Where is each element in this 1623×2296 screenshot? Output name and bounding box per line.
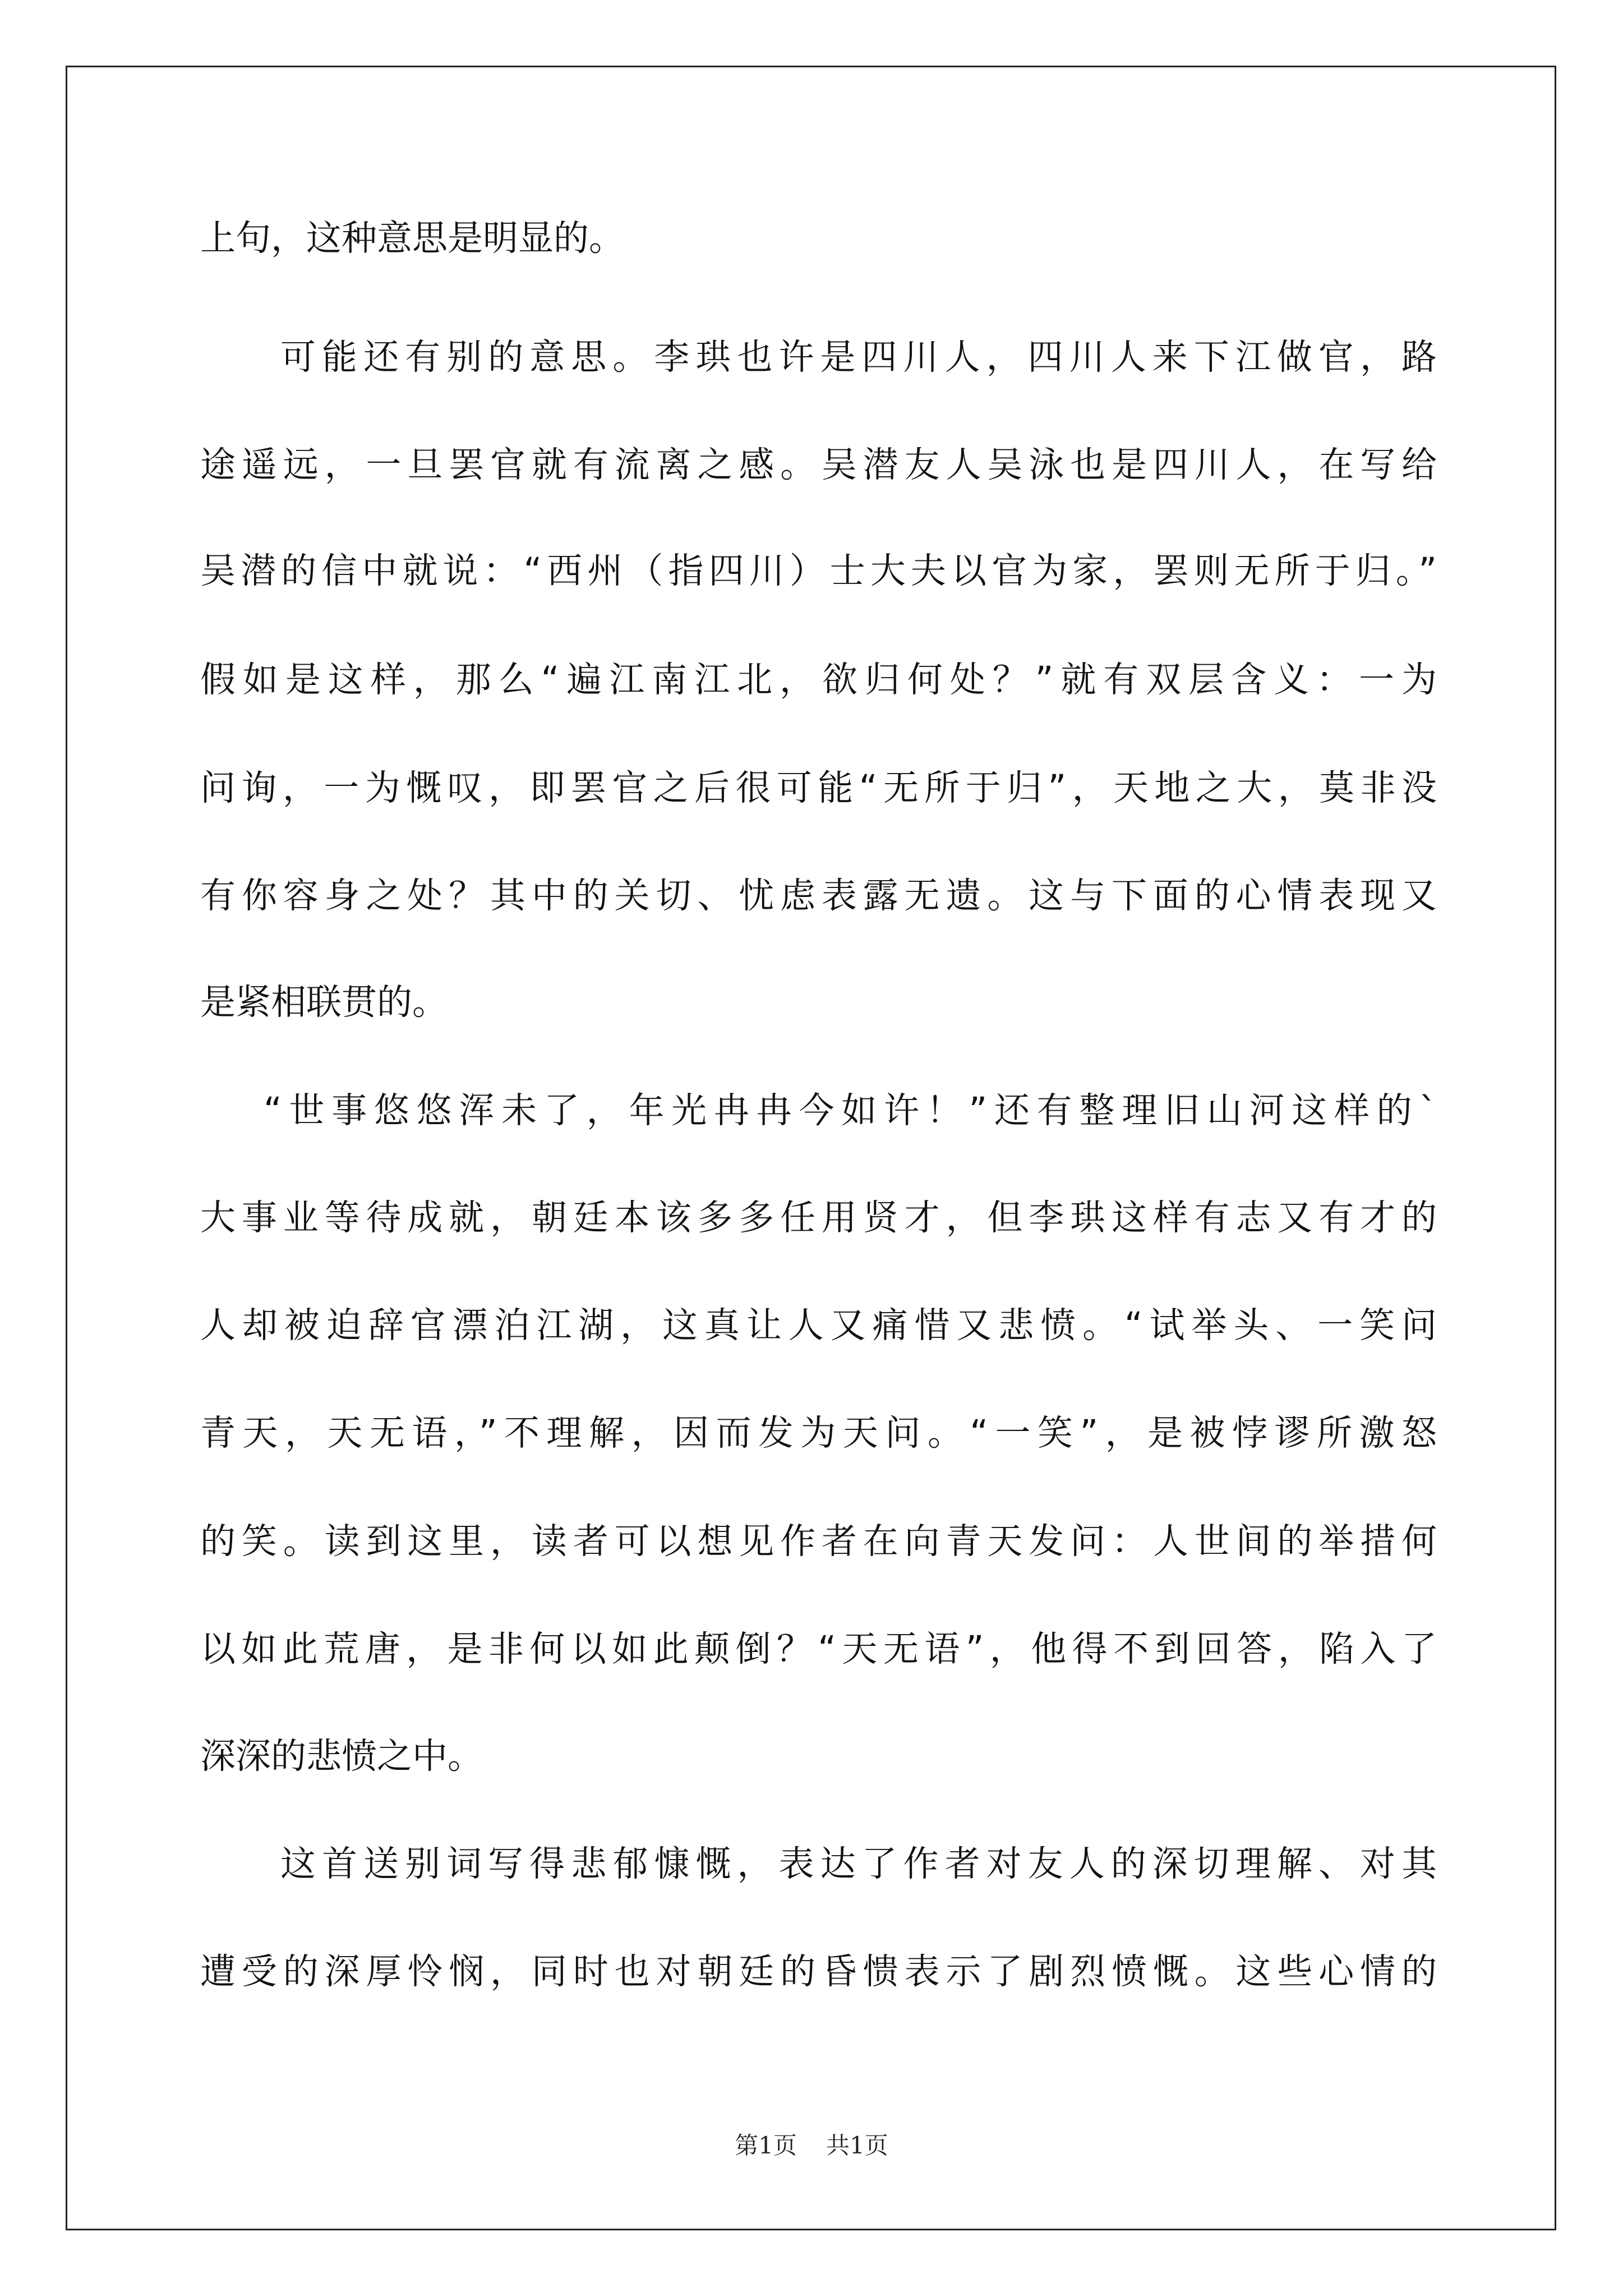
text-line: 上句，这种意思是明显的。 (200, 218, 624, 259)
text-line: 有你容身之处？其中的关切、忧虑表露无遗。这与下面的心情表现又 (200, 875, 1437, 916)
paragraph-start-line: 这首送别词写得悲郁慷慨，表达了作者对友人的深切理解、对其 (280, 1843, 1437, 1884)
text-line: 深深的悲愤之中。 (200, 1736, 483, 1777)
page-total: 共1页 (826, 2132, 888, 2159)
paragraph-start-line: 可能还有别的意思。李珙也许是四川人，四川人来下江做官，路 (280, 337, 1437, 378)
page-number: 第1页 (735, 2132, 797, 2159)
text-line: 以如此荒唐，是非何以如此颠倒？“天无语”，他得不到回答，陷入了 (200, 1628, 1437, 1669)
text-line: 是紧相联贯的。 (200, 982, 448, 1023)
page-footer (0, 2130, 1623, 2161)
page-border (66, 66, 1556, 2230)
text-line: 青天，天无语，”不理解，因而发为天问。“一笑”，是被悖谬所激怒 (200, 1412, 1437, 1453)
text-line: 人却被迫辞官漂泊江湖，这真让人又痛惜又悲愤。“试举头、一笑问 (200, 1305, 1437, 1346)
paragraph-start-line: “世事悠悠浑未了，年光冉冉今如许！”还有整理旧山河这样的` (264, 1090, 1437, 1131)
text-line: 吴潜的信中就说：“西州（指四川）士大夫以官为家，罢则无所于归。” (200, 550, 1437, 591)
text-line: 问询，一为慨叹，即罢官之后很可能“无所于归”，天地之大，莫非没 (200, 767, 1437, 808)
text-line: 大事业等待成就，朝廷本该多多任用贤才，但李珙这样有志又有才的 (200, 1197, 1437, 1238)
text-line: 的笑。读到这里，读者可以想见作者在向青天发问：人世间的举措何 (200, 1521, 1437, 1562)
text-line: 遭受的深厚怜悯，同时也对朝廷的昏愦表示了剧烈愤慨。这些心情的 (200, 1951, 1437, 1992)
text-line: 假如是这样，那么“遍江南江北，欲归何处？”就有双层含义：一为 (200, 659, 1437, 700)
text-line: 途遥远，一旦罢官就有流离之感。吴潜友人吴泳也是四川人，在写给 (200, 444, 1437, 485)
